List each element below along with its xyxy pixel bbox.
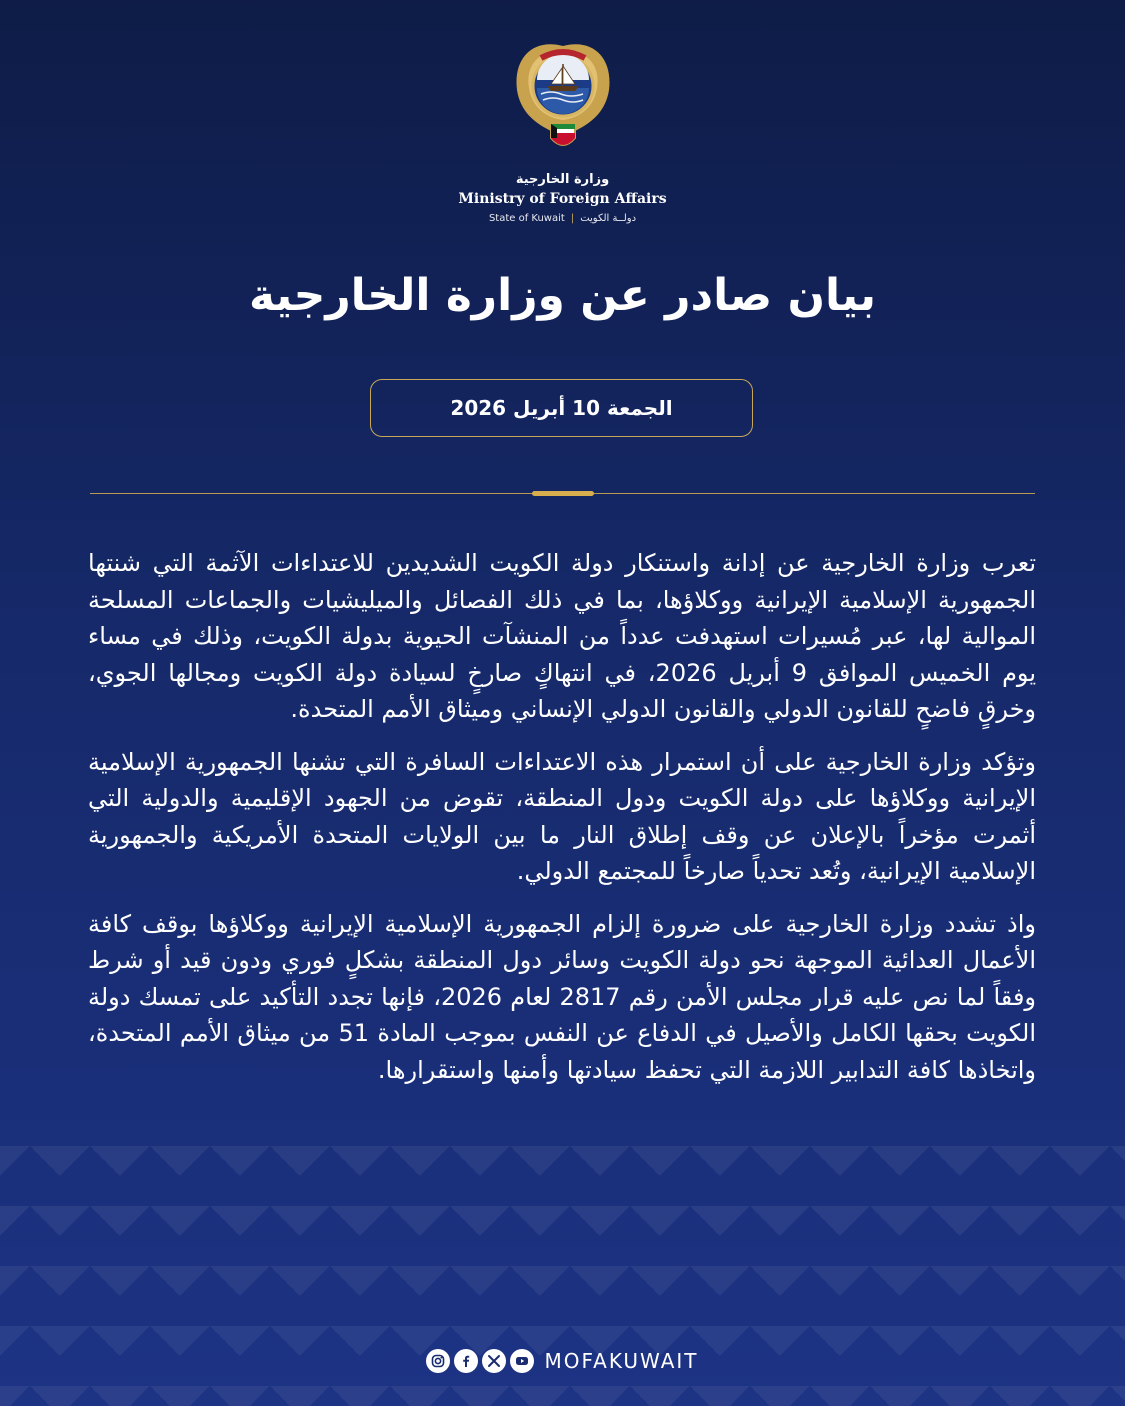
state-line bbox=[0, 213, 1125, 224]
state-name-arabic: دولــة الكويت bbox=[580, 213, 637, 224]
statement-paragraph-3: واذ تشدد وزارة الخارجية على ضرورة إلزام الجمهورية الإسلامية الإيرانية ووكلاؤها بوقف كافة الأعمال العدائية الموجهة نحو دولة الكويت وسائر دول المنطقة بشكلٍ فوري ودون قيد أو شرط وفقاً لما نص عليه قرار مجلس الأمن رقم 2817 لعام 2026، فإنها تجدد التأكيد على تمسك دولة الكويت بحقها الكامل والأصيل في الدفاع عن النفس بموجب المادة 51 من ميثاق الأمم المتحدة، واتخاذها كافة التدابير اللازمة التي تحفظ سيادتها وأمنها واستقرارها. bbox=[88, 909, 1036, 1084]
statement-title: بيان صادر عن وزارة الخارجية bbox=[248, 270, 877, 321]
social-footer bbox=[0, 1349, 1125, 1373]
statement-date: الجمعة 10 أبريل 2026 bbox=[370, 379, 753, 437]
kuwait-emblem-icon bbox=[503, 28, 623, 158]
x-icon[interactable] bbox=[482, 1349, 506, 1373]
instagram-icon[interactable] bbox=[426, 1349, 450, 1373]
state-name-english: State of Kuwait bbox=[488, 213, 565, 224]
youtube-icon[interactable] bbox=[510, 1349, 534, 1373]
statement-paragraph-2: وتؤكد وزارة الخارجية على أن استمرار هذه الاعتداءات السافرة التي تشنها الجمهورية الإسلامية الإيرانية ووكلاؤها على دولة الكويت ودول المنطقة، تقوض من الجهود الإقليمية والدولية التي أثمرت مؤخراً بالإعلان عن وقف إطلاق النار ما بين الولايات المتحدة الأمريكية والجمهورية الإسلامية الإيرانية، وتُعد تحدياً صارخاً للمجتمع الدولي. bbox=[88, 747, 1036, 885]
state-separator: | bbox=[570, 213, 575, 224]
facebook-icon[interactable] bbox=[454, 1349, 478, 1373]
divider-accent bbox=[532, 491, 594, 496]
ministry-name-arabic: وزارة الخارجية bbox=[515, 172, 610, 187]
ministry-name-english: Ministry of Foreign Affairs bbox=[458, 191, 667, 207]
ministry-header bbox=[0, 28, 1125, 224]
statement-body bbox=[88, 545, 1036, 1104]
social-handle[interactable]: MOFAKUWAIT bbox=[544, 1349, 699, 1373]
statement-paragraph-1: تعرب وزارة الخارجية عن إدانة واستنكار دولة الكويت الشديدين للاعتداءات الآثمة التي شنتها الجمهورية الإسلامية الإيرانية ووكلاؤها، بما في ذلك الفصائل والميليشيات والجماعات المسلحة الموالية لها، عبر مُسيرات استهدفت عدداً من المنشآت الحيوية بدولة الكويت، وذلك في مساء يوم الخميس الموافق 9 أبريل 2026، في انتهاكٍ صارخٍ لسيادة دولة الكويت ومجالها الجوي، وخرقٍ فاضحٍ للقانون الدولي والقانون الدولي الإنساني وميثاق الأمم المتحدة. bbox=[88, 549, 1037, 723]
